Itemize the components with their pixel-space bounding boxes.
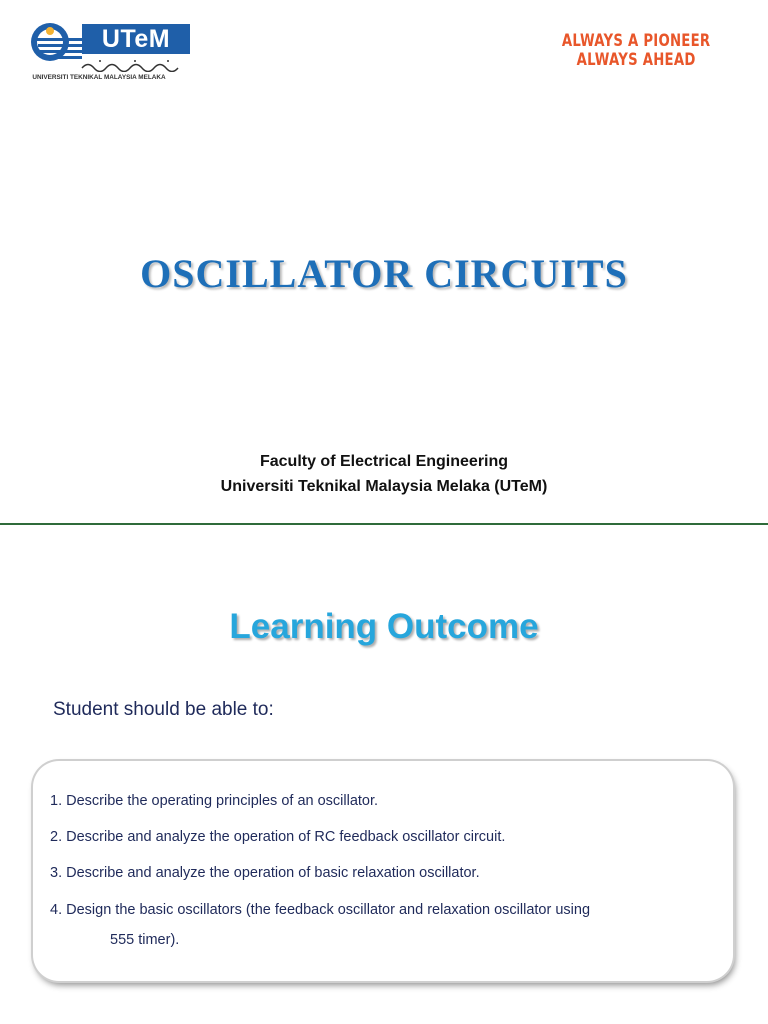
utem-logo: [28, 18, 171, 88]
faculty-block: [0, 449, 768, 499]
logo-wordmark: UTeM: [82, 24, 190, 54]
jawi-script-logo-text: [80, 58, 190, 72]
outcome-item: 1. Describe the operating principles of an oscillator.: [50, 793, 379, 809]
page-title: OSCILLATOR CIRCUITS: [140, 251, 628, 296]
slide-title: Learning Outcome: [229, 607, 539, 646]
logo-university-name: UNIVERSITI TEKNIKAL MALAYSIA MELAKA: [32, 74, 166, 81]
outcome-item: 2. Describe and analyze the operation of RC feedback oscillator circuit.: [50, 829, 506, 845]
outcome-item: 3. Describe and analyze the operation of basic relaxation oscillator.: [50, 865, 480, 881]
outcomes-box: [33, 761, 733, 981]
outcome-item-continuation: 555 timer).: [110, 932, 180, 948]
university-emblem-icon: [28, 18, 84, 72]
university-name: Universiti Teknikal Malaysia Melaka (UTeM): [220, 478, 548, 495]
slogan-line-2: ALWAYS AHEAD: [576, 50, 696, 70]
faculty-name: Faculty of Electrical Engineering: [259, 453, 509, 470]
learning-outcome-slide: [0, 525, 768, 1024]
slogan: [562, 32, 710, 70]
slogan-line-1: ALWAYS A PIONEER: [561, 31, 710, 51]
outcome-item: 4. Design the basic oscillators (the feedback oscillator and relaxation oscillator using: [50, 902, 591, 918]
intro-text: Student should be able to:: [53, 699, 274, 720]
